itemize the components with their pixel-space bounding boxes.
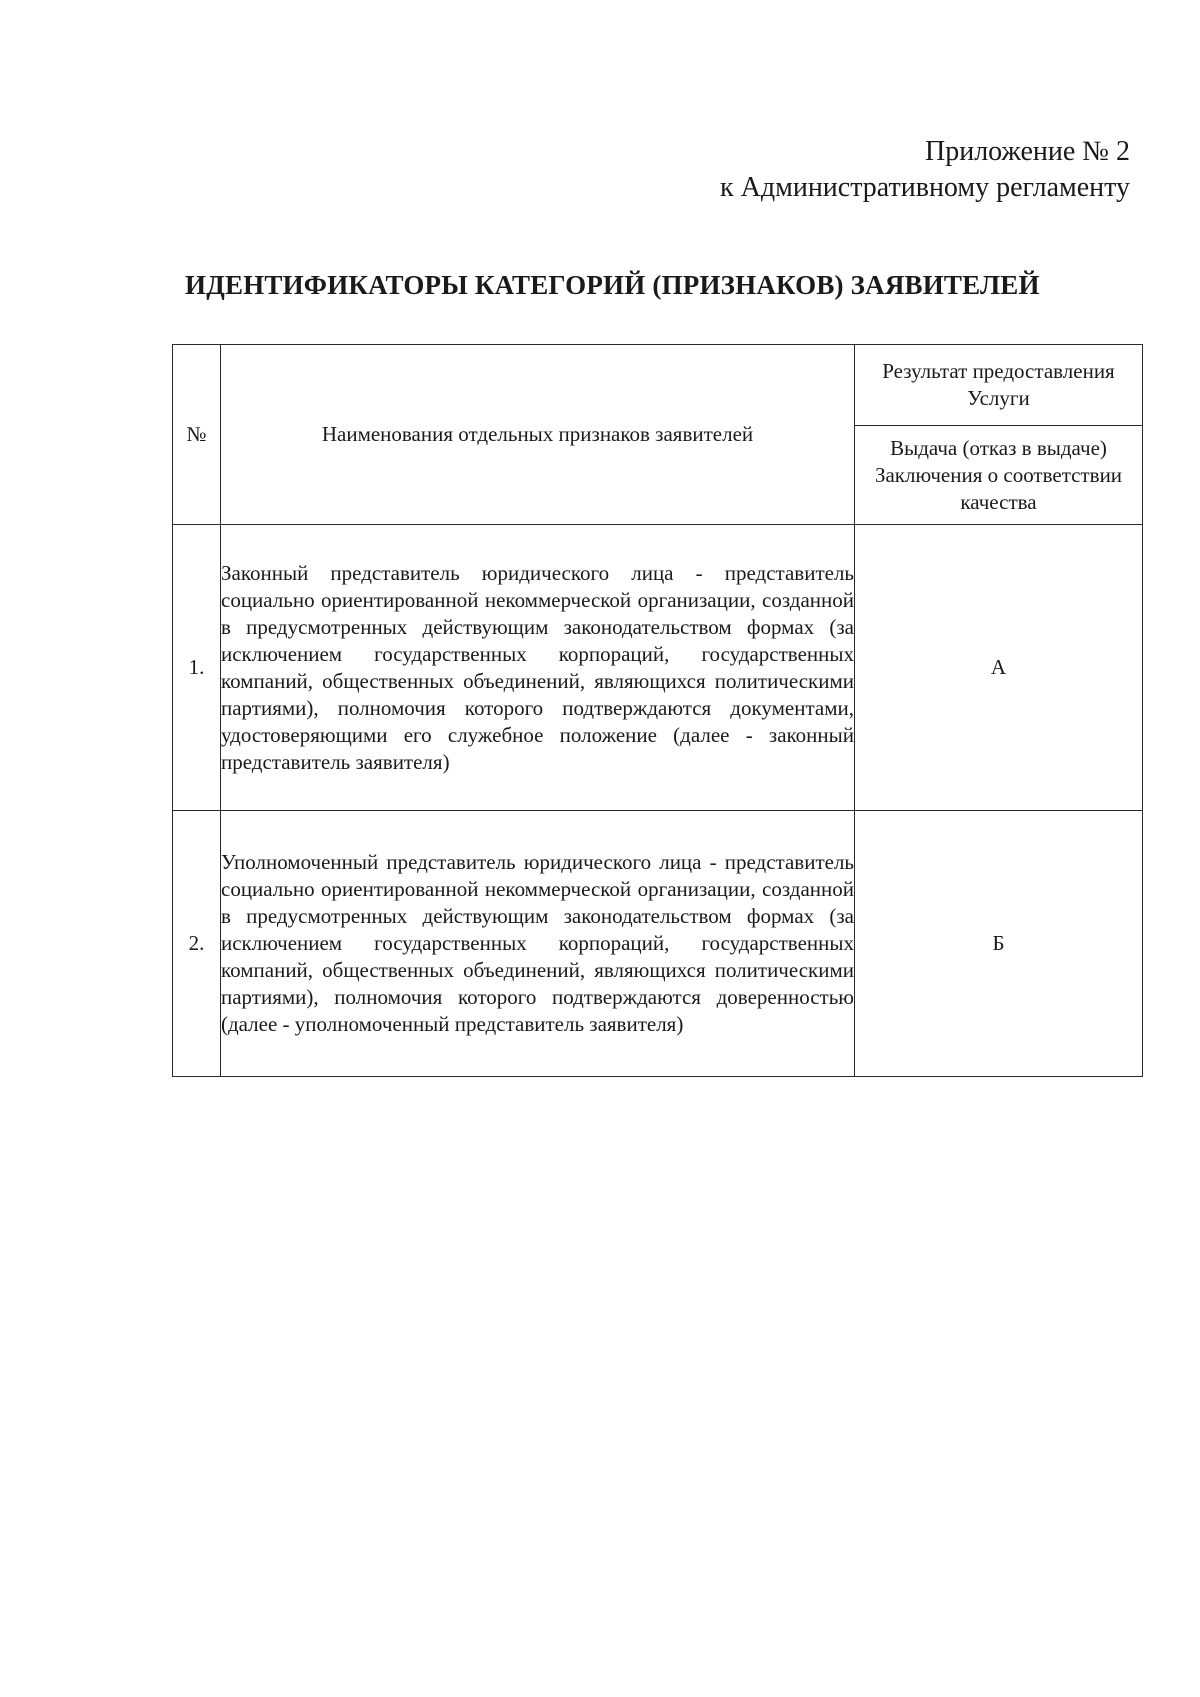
- table-row: [173, 525, 1143, 811]
- applicant-categories-table: [172, 344, 1143, 1077]
- header-name: Наименования отдельных признаков заявителей: [221, 345, 855, 525]
- appendix-number: Приложение № 2: [925, 136, 1130, 167]
- row-number: 2.: [173, 811, 221, 1077]
- header-result-sub: Выдача (отказ в выдаче) Заключения о соответствии качества: [855, 426, 1143, 525]
- row-name: Законный представитель юридического лица - представитель социально ориентированной некоммерческой организации, созданной в предусмотренных действующим законодательством формах (за исключением государственных корпораций, государственных компаний, общественных объединений, являющихся политическими партиями), полномочия которого подтверждаются документами, удостоверяющими его служебное положение (далее - законный представитель заявителя): [221, 525, 855, 811]
- document-title: ИДЕНТИФИКАТОРЫ КАТЕГОРИЙ (ПРИЗНАКОВ) ЗАЯВИТЕЛЕЙ: [185, 270, 1040, 300]
- header-number: №: [173, 345, 221, 525]
- table-row: [173, 811, 1143, 1077]
- appendix-regulation: к Административному регламенту: [720, 172, 1130, 203]
- appendix-reference: [720, 134, 1130, 206]
- table-header-row: [173, 345, 1143, 426]
- row-result: А: [855, 525, 1143, 811]
- row-result: Б: [855, 811, 1143, 1077]
- header-result: Результат предоставления Услуги: [855, 345, 1143, 426]
- row-name: Уполномоченный представитель юридического лица - представитель социально ориентированной некоммерческой организации, созданной в предусмотренных действующим законодательством формах (за исключением государственных корпораций, государственных компаний, общественных объединений, являющихся политическими партиями), полномочия которого подтверждаются доверенностью (далее - уполномоченный представитель заявителя): [221, 811, 855, 1077]
- row-number: 1.: [173, 525, 221, 811]
